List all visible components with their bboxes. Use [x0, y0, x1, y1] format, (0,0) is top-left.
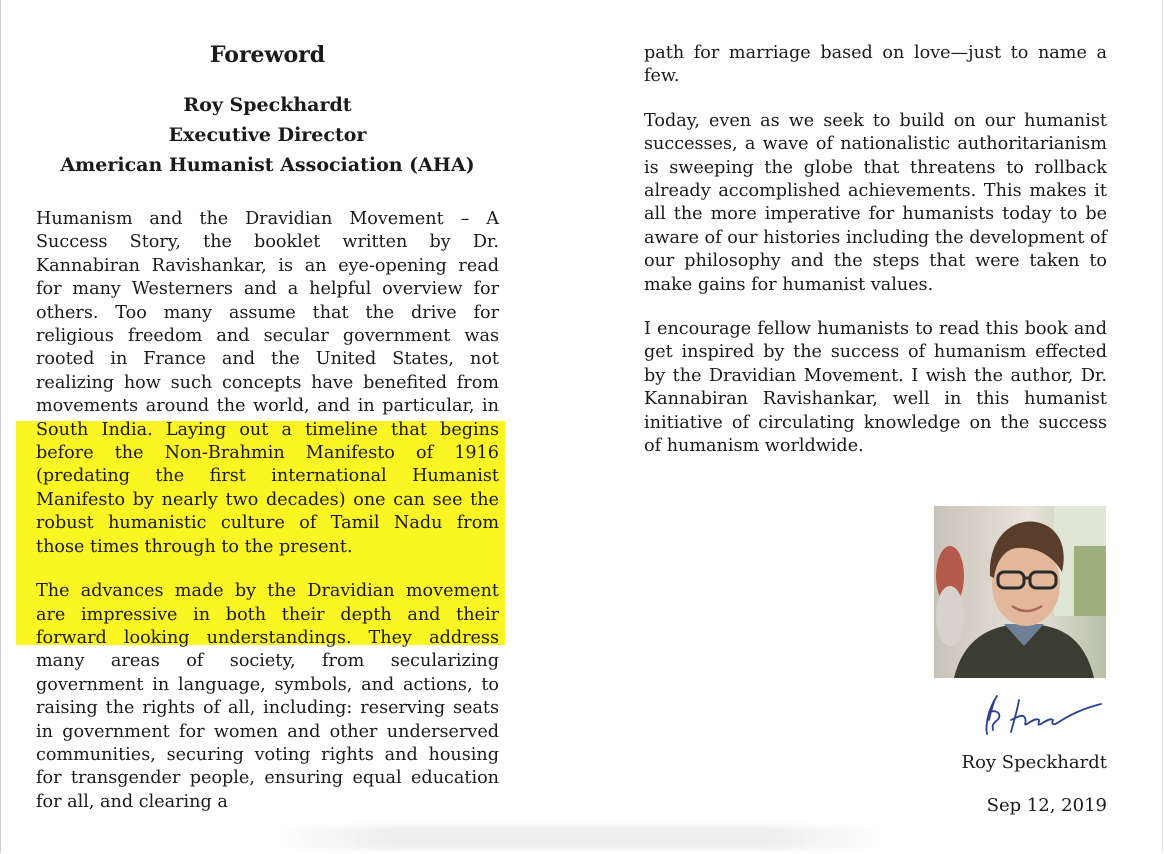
page-title: Foreword [209, 42, 326, 68]
signature-date: Sep 12, 2019 [986, 795, 1107, 816]
right-column [644, 42, 1107, 459]
blurred-footer [270, 826, 890, 850]
paragraph-continued: path for marriage based on love—just to name a few. [644, 43, 1107, 87]
author-block [36, 90, 499, 180]
author-organization: American Humanist Association (AHA) [60, 154, 475, 176]
paragraph-4: I encourage fellow humanists to read this book and get inspired by the success of humanism effected by the Dravidian Movement. I wish the author, Dr. Kannabiran Ravishankar, well in this humanist initiative of circulating knowledge on the success of humanism worldwide. [644, 319, 1107, 457]
paragraph-1-text: Humanism and the Dravidian Movement – A Success Story, the booklet written by Dr. Kannabiran Ravishankar, is an eye-opening read for many Westerners and a helpful overview for others. Too many assume that the drive for religious freedom and secular government was rooted in France and the United States, not realizing how such concepts have benefited from movements around the world, and in [36, 209, 499, 417]
paragraph-3: Today, even as we seek to build on our humanist successes, a wave of nationalistic authoritarianism is sweeping the globe that threatens to rollback already accomplished achievements. This makes it all the more imperative for humanists today to be aware of our histories including the development of our philosophy and the steps that were taken to make gains for humanist values. [644, 110, 1107, 295]
signature-name: Roy Speckhardt [961, 752, 1107, 773]
left-column [36, 40, 499, 814]
paragraph-2: The advances made by the Dravidian movement are impressive in both their depth and their forward looking understandings. They address many areas of society, from secularizing government in language, symbols, and actions, to raising the rights of all, including: reserving seats in government for women and other underserved communities, securing voting rights and housing for transgender people, ensuring equal education for all, and clearing a [36, 581, 499, 812]
author-role: Executive Director [168, 124, 367, 146]
paragraph-1 [36, 208, 499, 559]
highlighted-text: particular, in South India. Laying out a timeline that begins before the Non-Brahmin Manifesto of 1916 (predating the first international Humanist Manifesto by nearly two decades) one can see the robust humanistic culture of Tamil Nadu from those times through to the present. [36, 396, 500, 557]
signature [975, 690, 1105, 740]
author-name: Roy Speckhardt [183, 94, 352, 116]
author-portrait [934, 506, 1106, 678]
